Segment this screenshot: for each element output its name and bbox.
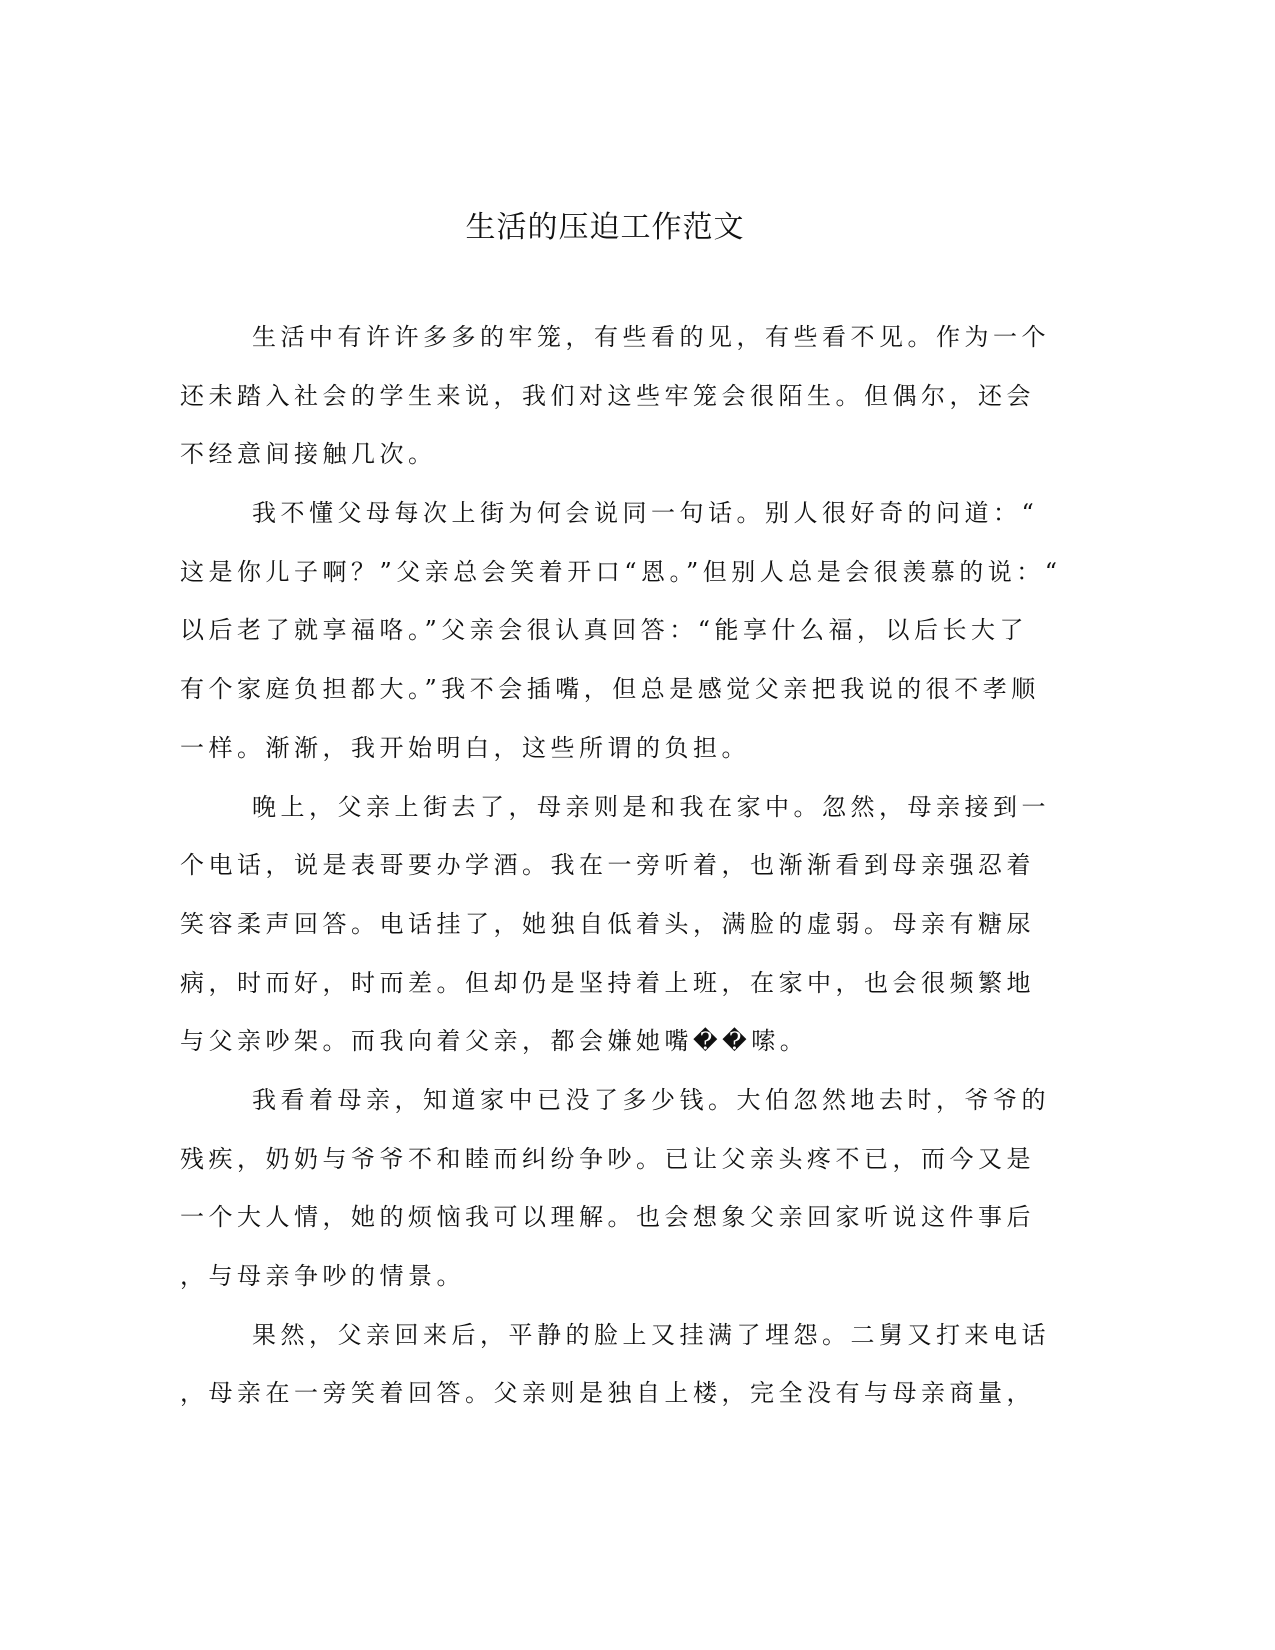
text-line: 与父亲吵架。而我向着父亲，都会嫌她嘴��嗦。 bbox=[180, 1027, 809, 1056]
text-line: 一个大人情，她的烦恼我可以理解。也会想象父亲回家听说这件事后 bbox=[180, 1203, 1035, 1232]
text-line: ，与母亲争吵的情景。 bbox=[180, 1262, 465, 1290]
text-line: 晚上，父亲上街去了，母亲则是和我在家中。忽然，母亲接到一 bbox=[252, 792, 1050, 821]
text-line: 不经意间接触几次。 bbox=[180, 440, 437, 469]
text-line: ，母亲在一旁笑着回答。父亲则是独自上楼，完全没有与母亲商量， bbox=[180, 1379, 1035, 1408]
text-line: 这是你儿子啊？”父亲总会笑着开口“恩。”但别人总是会很羡慕的说：“ bbox=[180, 557, 1062, 586]
text-line: 果然，父亲回来后，平静的脸上又挂满了埋怨。二舅又打来电话 bbox=[252, 1320, 1050, 1349]
text-line: 我看着母亲，知道家中已没了多少钱。大伯忽然地去时，爷爷的 bbox=[252, 1085, 1050, 1114]
text-line: 我不懂父母每次上街为何会说同一句话。别人很好奇的问道：“ bbox=[252, 499, 1039, 528]
text-line: 个电话，说是表哥要办学酒。我在一旁听着，也渐渐看到母亲强忍着 bbox=[180, 851, 1035, 880]
text-line: 笑容柔声回答。电话挂了，她独自低着头，满脸的虚弱。母亲有糖尿 bbox=[180, 909, 1035, 938]
document-body bbox=[180, 318, 1060, 1433]
text-line: 还未踏入社会的学生来说，我们对这些牢笼会很陌生。但偶尔，还会 bbox=[180, 381, 1035, 410]
text-line: 残疾，奶奶与爷爷不和睦而纠纷争吵。已让父亲头疼不已，而今又是 bbox=[180, 1144, 1035, 1173]
text-line: 生活中有许许多多的牢笼，有些看的见，有些看不见。作为一个 bbox=[252, 323, 1050, 351]
text-line: 一样。渐渐，我开始明白，这些所谓的负担。 bbox=[180, 733, 750, 762]
document-title: 生活的压迫工作范文 bbox=[465, 210, 745, 245]
text-line: 病，时而好，时而差。但却仍是坚持着上班，在家中，也会很频繁地 bbox=[180, 968, 1035, 997]
text-line: 有个家庭负担都大。”我不会插嘴，但总是感觉父亲把我说的很不孝顺 bbox=[180, 675, 1040, 704]
text-line: 以后老了就享福咯。”父亲会很认真回答：“能享什么福，以后长大了 bbox=[180, 616, 1029, 645]
